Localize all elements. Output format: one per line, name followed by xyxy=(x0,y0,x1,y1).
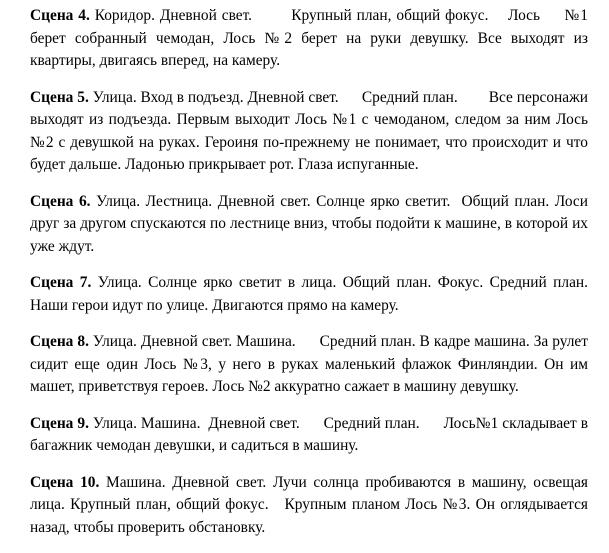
scene-4-paragraph xyxy=(30,5,592,73)
scene-6-title: Сцена 6. xyxy=(30,192,91,210)
scene-4-text: Коридор. Дневной свет. Крупный план, общий фокус. Лось №1 берет собранный чемодан, Лось №2 берет на руки девушку. Все выходят из квартиры, двигаясь вперед, на камеру. xyxy=(30,7,592,69)
scene-10-title: Сцена 10. xyxy=(30,473,100,491)
scene-5-title: Сцена 5. xyxy=(30,88,89,106)
scene-7-text: Улица. Солнце ярко светит в лица. Общий план. Фокус. Средний план. Наши герои идут по улице. Двигаются прямо на камеру. xyxy=(30,274,592,314)
scene-7-paragraph xyxy=(30,272,592,317)
scene-8-paragraph xyxy=(30,331,592,399)
scene-4-title: Сцена 4. xyxy=(30,7,90,24)
scene-6-paragraph xyxy=(30,191,592,259)
scene-8-text: Улица. Дневной свет. Машина. Средний план. В кадре машина. За рулет сидит еще один Лось №3, у него в руках маленький флажок Финляндии. Он им машет, приветствуя героев. Лось №2 аккуратно сажает в машину девушку. xyxy=(30,333,592,395)
scene-5-paragraph xyxy=(30,87,592,177)
scene-10-text: Машина. Дневной свет. Лучи солнца пробиваются в машину, освещая лица. Крупный план, общий фокус. Крупным планом Лось №3. Он оглядывается назад, чтобы проверить обстановку. xyxy=(30,473,592,536)
scene-9-title: Сцена 9. xyxy=(30,414,89,432)
scene-10-paragraph xyxy=(30,472,592,540)
scene-9-text: Улица. Машина. Дневной свет. Средний план. Лось№1 складывает в багажник чемодан девушки, и садиться в машину. xyxy=(30,414,592,454)
scene-8-title: Сцена 8. xyxy=(30,333,89,350)
scene-6-text: Улица. Лестница. Дневной свет. Солнце ярко светит. Общий план. Лоси друг за другом спускаются по лестнице вниз, чтобы подойти к машине, в которой их уже ждут. xyxy=(30,192,592,255)
document-body xyxy=(30,5,592,553)
scene-9-paragraph xyxy=(30,413,592,458)
scene-7-title: Сцена 7. xyxy=(30,274,92,291)
scene-5-text: Улица. Вход в подъезд. Дневной свет. Средний план. Все персонажи выходят из подъезда. Первым выходит Лось №1 с чемоданом, следом за ним Лось №2 с девушкой на руках. Героиня по-прежнему не понимает, что происходит и что будет дальше. Ладонью прикрывает рот. Глаза испуганные. xyxy=(30,88,592,173)
